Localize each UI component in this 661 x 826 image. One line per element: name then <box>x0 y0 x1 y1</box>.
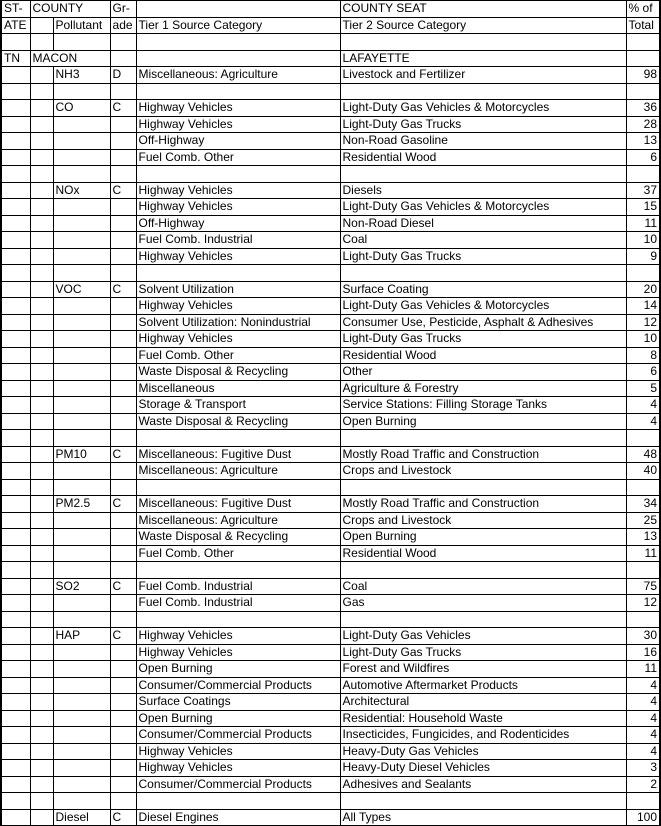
table-row <box>1 710 660 727</box>
tier1-cell: Miscellaneous: Agriculture <box>136 512 340 529</box>
header-state-top: ST- <box>1 1 30 18</box>
pct-cell: 30 <box>626 628 660 645</box>
pct-cell: 12 <box>626 595 660 612</box>
tier2-cell: Architectural <box>340 694 626 711</box>
tier1-cell: Off-Highway <box>136 215 340 232</box>
tier2-cell: Other <box>340 364 626 381</box>
header-grade-top: Gr- <box>110 1 136 18</box>
header-row-2 <box>1 17 660 34</box>
tier2-cell: Forest and Wildfires <box>340 661 626 678</box>
tier1-cell: Storage & Transport <box>136 397 340 414</box>
spacer-row <box>1 265 660 282</box>
table-row <box>1 545 660 562</box>
tier2-cell: Light-Duty Gas Vehicles & Motorcycles <box>340 100 626 117</box>
header-pct-bottom: Total <box>626 17 660 34</box>
tier2-cell: Livestock and Fertilizer <box>340 67 626 84</box>
tier2-cell: Surface Coating <box>340 281 626 298</box>
table-row <box>1 413 660 430</box>
tier1-cell: Waste Disposal & Recycling <box>136 413 340 430</box>
tier2-cell: Light-Duty Gas Trucks <box>340 116 626 133</box>
grade-cell: D <box>110 67 136 84</box>
tier2-cell: Automotive Aftermarket Products <box>340 677 626 694</box>
pct-cell: 12 <box>626 314 660 331</box>
tier1-cell: Fuel Comb. Industrial <box>136 595 340 612</box>
pct-cell: 4 <box>626 694 660 711</box>
spacer-row <box>1 562 660 579</box>
header-blank <box>30 17 53 34</box>
pct-cell: 3 <box>626 760 660 777</box>
pct-cell: 16 <box>626 644 660 661</box>
pct-cell: 4 <box>626 743 660 760</box>
tier2-cell: Coal <box>340 232 626 249</box>
tier1-cell: Fuel Comb. Industrial <box>136 578 340 595</box>
header-grade-bottom: ade <box>110 17 136 34</box>
pct-cell: 20 <box>626 281 660 298</box>
pct-cell: 2 <box>626 776 660 793</box>
tier1-cell: Highway Vehicles <box>136 331 340 348</box>
tier2-cell: Light-Duty Gas Trucks <box>340 331 626 348</box>
pollutant-cell: CO <box>53 100 110 117</box>
pct-cell: 4 <box>626 677 660 694</box>
pct-cell: 11 <box>626 215 660 232</box>
pollutant-cell: VOC <box>53 281 110 298</box>
pct-cell: 6 <box>626 364 660 381</box>
pct-cell: 4 <box>626 710 660 727</box>
tier2-cell: Non-Road Gasoline <box>340 133 626 150</box>
spacer-row <box>1 611 660 628</box>
table-row <box>1 182 660 199</box>
table-row <box>1 380 660 397</box>
grade-cell: C <box>110 496 136 513</box>
table-row <box>1 529 660 546</box>
tier1-cell: Fuel Comb. Other <box>136 545 340 562</box>
table-row <box>1 578 660 595</box>
tier1-cell: Waste Disposal & Recycling <box>136 529 340 546</box>
tier1-cell: Highway Vehicles <box>136 644 340 661</box>
tier2-cell: Crops and Livestock <box>340 463 626 480</box>
tier2-cell: Agriculture & Forestry <box>340 380 626 397</box>
header-pct-top: % of <box>626 1 660 18</box>
tier1-cell: Highway Vehicles <box>136 199 340 216</box>
tier1-cell: Highway Vehicles <box>136 116 340 133</box>
table-row <box>1 644 660 661</box>
table-row <box>1 809 660 826</box>
table-row <box>1 314 660 331</box>
tier2-cell: Insecticides, Fungicides, and Rodenticides <box>340 727 626 744</box>
tier1-cell: Fuel Comb. Other <box>136 347 340 364</box>
spacer-row <box>1 793 660 810</box>
tier1-cell: Highway Vehicles <box>136 743 340 760</box>
pct-cell: 14 <box>626 298 660 315</box>
table-row <box>1 347 660 364</box>
table-row <box>1 512 660 529</box>
tier1-cell: Highway Vehicles <box>136 100 340 117</box>
tier1-cell: Fuel Comb. Other <box>136 149 340 166</box>
pollutant-cell: HAP <box>53 628 110 645</box>
tier1-cell: Miscellaneous: Agriculture <box>136 67 340 84</box>
pct-cell: 75 <box>626 578 660 595</box>
pct-cell: 100 <box>626 809 660 826</box>
table-row <box>1 100 660 117</box>
tier1-cell: Surface Coatings <box>136 694 340 711</box>
tier1-cell: Open Burning <box>136 710 340 727</box>
tier2-cell: Coal <box>340 578 626 595</box>
county-seat-cell: LAFAYETTE <box>340 50 626 67</box>
tier2-cell: Light-Duty Gas Trucks <box>340 248 626 265</box>
tier2-cell: Light-Duty Gas Vehicles & Motorcycles <box>340 298 626 315</box>
tier2-cell: Residential: Household Waste <box>340 710 626 727</box>
location-row <box>1 50 660 67</box>
table-row <box>1 67 660 84</box>
tier1-cell: Open Burning <box>136 661 340 678</box>
grade-cell: C <box>110 182 136 199</box>
pct-cell: 48 <box>626 446 660 463</box>
grade-cell: C <box>110 281 136 298</box>
tier2-cell: Open Burning <box>340 529 626 546</box>
table-row <box>1 331 660 348</box>
pct-cell: 4 <box>626 727 660 744</box>
tier2-cell: Non-Road Diesel <box>340 215 626 232</box>
tier1-cell: Solvent Utilization <box>136 281 340 298</box>
tier2-cell: All Types <box>340 809 626 826</box>
table-row <box>1 496 660 513</box>
tier2-cell: Service Stations: Filling Storage Tanks <box>340 397 626 414</box>
tier2-cell: Gas <box>340 595 626 612</box>
pct-cell: 9 <box>626 248 660 265</box>
pct-cell: 11 <box>626 661 660 678</box>
table-row <box>1 760 660 777</box>
tier2-cell: Heavy-Duty Diesel Vehicles <box>340 760 626 777</box>
pct-cell: 5 <box>626 380 660 397</box>
spacer-row <box>1 430 660 447</box>
tier2-cell: Mostly Road Traffic and Construction <box>340 496 626 513</box>
table-row <box>1 215 660 232</box>
tier2-cell: Residential Wood <box>340 149 626 166</box>
tier1-cell: Off-Highway <box>136 133 340 150</box>
tier2-cell: Open Burning <box>340 413 626 430</box>
pct-cell: 25 <box>626 512 660 529</box>
tier1-cell: Solvent Utilization: Nonindustrial <box>136 314 340 331</box>
pct-cell: 98 <box>626 67 660 84</box>
pct-cell: 37 <box>626 182 660 199</box>
tier1-cell: Consumer/Commercial Products <box>136 776 340 793</box>
header-state-bottom: ATE <box>1 17 30 34</box>
table-row <box>1 364 660 381</box>
table-row <box>1 463 660 480</box>
header-pollutant: Pollutant <box>53 17 110 34</box>
grade-cell: C <box>110 809 136 826</box>
pct-cell: 11 <box>626 545 660 562</box>
tier1-cell: Highway Vehicles <box>136 628 340 645</box>
pct-cell: 15 <box>626 199 660 216</box>
county-cell: MACON <box>30 50 110 67</box>
pct-cell: 8 <box>626 347 660 364</box>
tier1-cell: Highway Vehicles <box>136 182 340 199</box>
header-tier1: Tier 1 Source Category <box>136 17 340 34</box>
header-row-1 <box>1 1 660 18</box>
pollutant-cell: Diesel <box>53 809 110 826</box>
tier2-cell: Diesels <box>340 182 626 199</box>
table-row <box>1 397 660 414</box>
table-row <box>1 661 660 678</box>
table-row <box>1 248 660 265</box>
pollutant-cell: PM10 <box>53 446 110 463</box>
tier2-cell: Light-Duty Gas Vehicles <box>340 628 626 645</box>
header-county: COUNTY <box>30 1 110 18</box>
tier1-cell: Miscellaneous: Agriculture <box>136 463 340 480</box>
pct-cell: 13 <box>626 529 660 546</box>
pct-cell: 40 <box>626 463 660 480</box>
pct-cell: 10 <box>626 232 660 249</box>
table-row <box>1 694 660 711</box>
pollutant-cell: NOx <box>53 182 110 199</box>
table-row <box>1 116 660 133</box>
table-row <box>1 298 660 315</box>
tier1-cell: Consumer/Commercial Products <box>136 727 340 744</box>
tier1-cell: Miscellaneous: Fugitive Dust <box>136 496 340 513</box>
tier1-cell: Highway Vehicles <box>136 248 340 265</box>
table-row <box>1 133 660 150</box>
table-row <box>1 199 660 216</box>
tier2-cell: Crops and Livestock <box>340 512 626 529</box>
grade-cell: C <box>110 446 136 463</box>
tier2-cell: Residential Wood <box>340 347 626 364</box>
pct-cell: 28 <box>626 116 660 133</box>
pct-cell: 4 <box>626 413 660 430</box>
grade-cell: C <box>110 628 136 645</box>
spacer-row <box>1 479 660 496</box>
table-row <box>1 595 660 612</box>
table-row <box>1 776 660 793</box>
tier2-cell: Heavy-Duty Gas Vehicles <box>340 743 626 760</box>
tier2-cell: Adhesives and Sealants <box>340 776 626 793</box>
table-row <box>1 628 660 645</box>
pct-cell: 36 <box>626 100 660 117</box>
grade-cell: C <box>110 100 136 117</box>
tier1-cell: Miscellaneous <box>136 380 340 397</box>
tier1-cell: Consumer/Commercial Products <box>136 677 340 694</box>
table-row <box>1 677 660 694</box>
header-county-seat: COUNTY SEAT <box>340 1 626 18</box>
tier1-cell: Diesel Engines <box>136 809 340 826</box>
tier2-cell: Light-Duty Gas Vehicles & Motorcycles <box>340 199 626 216</box>
pollutant-cell: NH3 <box>53 67 110 84</box>
table-row <box>1 149 660 166</box>
table-row <box>1 446 660 463</box>
tier1-cell: Miscellaneous: Fugitive Dust <box>136 446 340 463</box>
pct-cell: 10 <box>626 331 660 348</box>
tier2-cell: Mostly Road Traffic and Construction <box>340 446 626 463</box>
table-row <box>1 743 660 760</box>
tier2-cell: Light-Duty Gas Trucks <box>340 644 626 661</box>
table-row <box>1 727 660 744</box>
tier1-cell: Fuel Comb. Industrial <box>136 232 340 249</box>
tier1-cell: Highway Vehicles <box>136 760 340 777</box>
grade-cell: C <box>110 578 136 595</box>
pct-cell: 6 <box>626 149 660 166</box>
pollutant-cell: PM2.5 <box>53 496 110 513</box>
pct-cell: 13 <box>626 133 660 150</box>
spacer-row <box>1 83 660 100</box>
state-cell: TN <box>1 50 30 67</box>
header-tier2: Tier 2 Source Category <box>340 17 626 34</box>
pollutant-cell: SO2 <box>53 578 110 595</box>
pct-cell: 4 <box>626 397 660 414</box>
tier2-cell: Residential Wood <box>340 545 626 562</box>
header-blank <box>136 1 340 18</box>
spacer-row <box>1 166 660 183</box>
pct-cell: 34 <box>626 496 660 513</box>
spacer-row <box>1 34 660 51</box>
table-row <box>1 281 660 298</box>
table-row <box>1 232 660 249</box>
tier1-cell: Waste Disposal & Recycling <box>136 364 340 381</box>
tier2-cell: Consumer Use, Pesticide, Asphalt & Adhesives <box>340 314 626 331</box>
tier1-cell: Highway Vehicles <box>136 298 340 315</box>
